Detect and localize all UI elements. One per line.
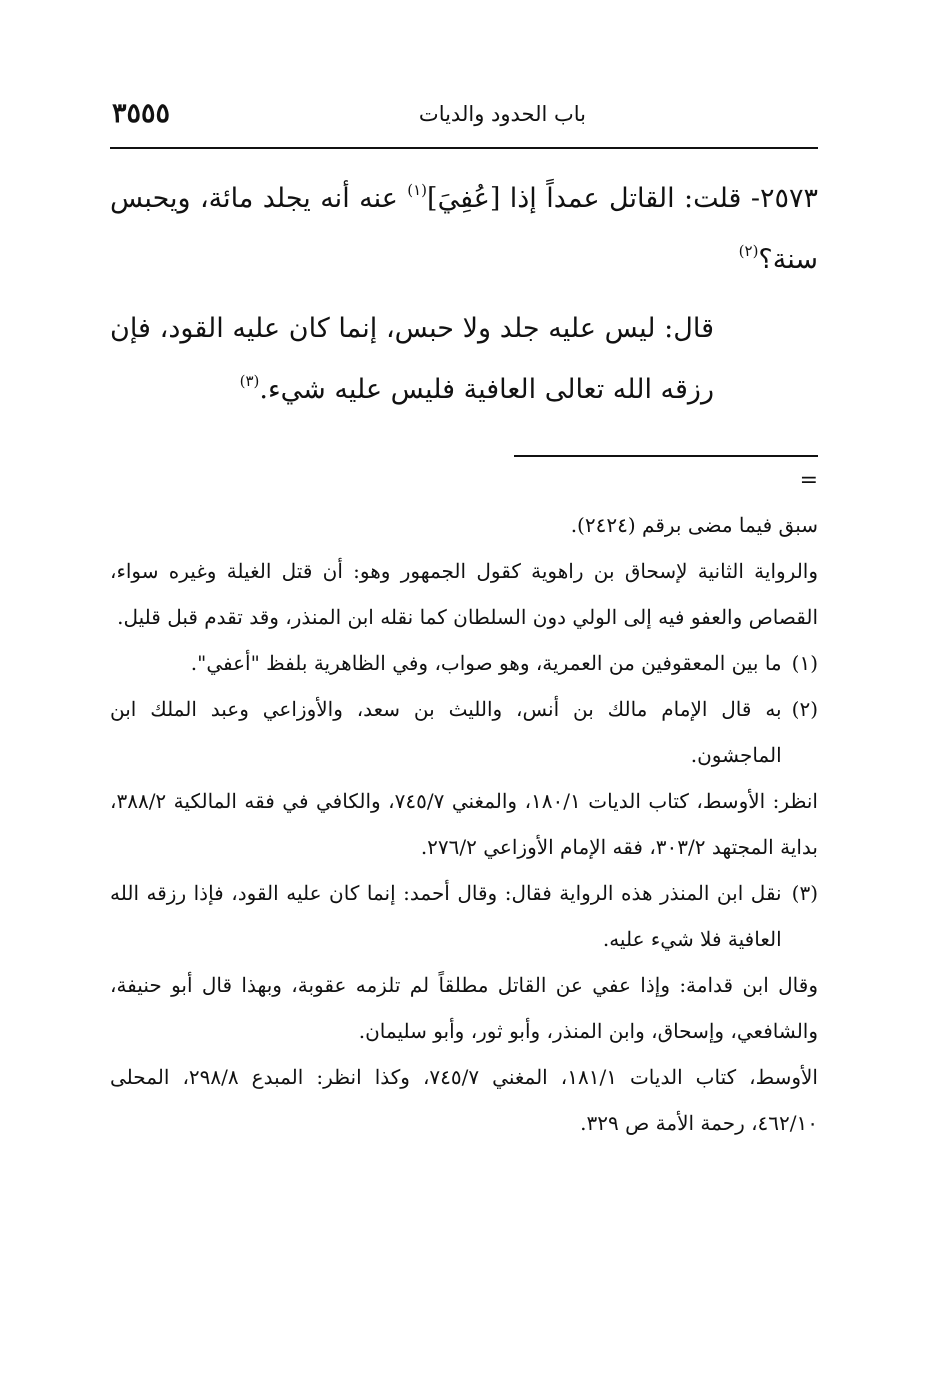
header-rule [110,147,818,149]
question-number: ٢٥٧٣- [750,183,818,214]
footnote-2 [110,686,818,778]
note-intro-line: والرواية الثانية لإسحاق بن راهوية كقول الجمهور وهو: أن قتل الغيلة وغيره سواء، القصاص والعفو فيه إلى الولي دون السلطان كما نقله ابن المنذر، وقد تقدم قبل قليل. [110,559,818,629]
answer-text: قال: ليس عليه جلد ولا حبس، إنما كان عليه القود، فإن رزقه الله تعالى العافية فليس عليه شيء. [110,313,714,405]
footnote-2-sources: انظر: الأوسط، كتاب الديات ١٨٠/١، والمغني ٧٤٥/٧، والكافي في فقه المالكية ٣٨٨/٢، بداية المجتهد ٣٠٣/٢، فقه الإمام الأوزاعي ٢٧٦/٢. [110,789,818,859]
bracketed-word: [عُفِيَ] [427,183,501,214]
footnote-ref-2: (٢) [738,242,759,260]
continuation-mark: = [799,468,818,493]
footnote-ref-3: (٣) [239,372,260,390]
main-text [110,168,818,420]
footnotes [110,502,818,1146]
footnote-3 [110,870,818,962]
page-number: ٣٥٥٥ [112,98,171,129]
footnote-3-number: (٣) [791,881,818,905]
footnote-2-number: (٢) [791,697,818,721]
footnote-ref-1: (١) [407,181,428,199]
question-paragraph [110,168,818,290]
footnote-1-text: ما بين المعقوفين من العمرية، وهو صواب، وفي الظاهرية بلفظ "أعفي". [190,651,782,675]
page-header [110,98,818,134]
footnote-separator [514,455,818,457]
footnote-3-sources: الأوسط، كتاب الديات ١٨١/١، المغني ٧٤٥/٧، وكذا انظر: المبدع ٢٩٨/٨، المحلى ٤٦٢/١٠، رحمة الأمة ص ٣٢٩. [110,1065,818,1135]
note-intro-line: سبق فيما مضى برقم (٢٤٢٤). [570,513,818,537]
answer-paragraph [110,298,818,420]
footnote-1 [110,640,818,686]
footnote-1-number: (١) [791,651,818,675]
question-text-start: قلت: القاتل عمداً إذا [509,183,742,214]
footnote-3-quote: وقال ابن قدامة: وإذا عفي عن القاتل مطلقاً لم تلزمه عقوبة، وبهذا قال أبو حنيفة، والشافعي، وإسحاق، وابن المنذر، وأبو ثور، وأبو سليمان. [110,973,818,1043]
footnote-3-text: نقل ابن المنذر هذه الرواية فقال: وقال أحمد: إنما كان عليه القود، فإذا رزقه الله العافية فلا شيء عليه. [110,881,782,951]
running-title: باب الحدود والديات [418,102,586,126]
footnote-2-text: به قال الإمام مالك بن أنس، والليث بن سعد، والأوزاعي وعبد الملك ابن الماجشون. [110,697,782,767]
question-text-end: عنه أنه يجلد مائة، ويحبس سنة؟ [110,183,818,275]
